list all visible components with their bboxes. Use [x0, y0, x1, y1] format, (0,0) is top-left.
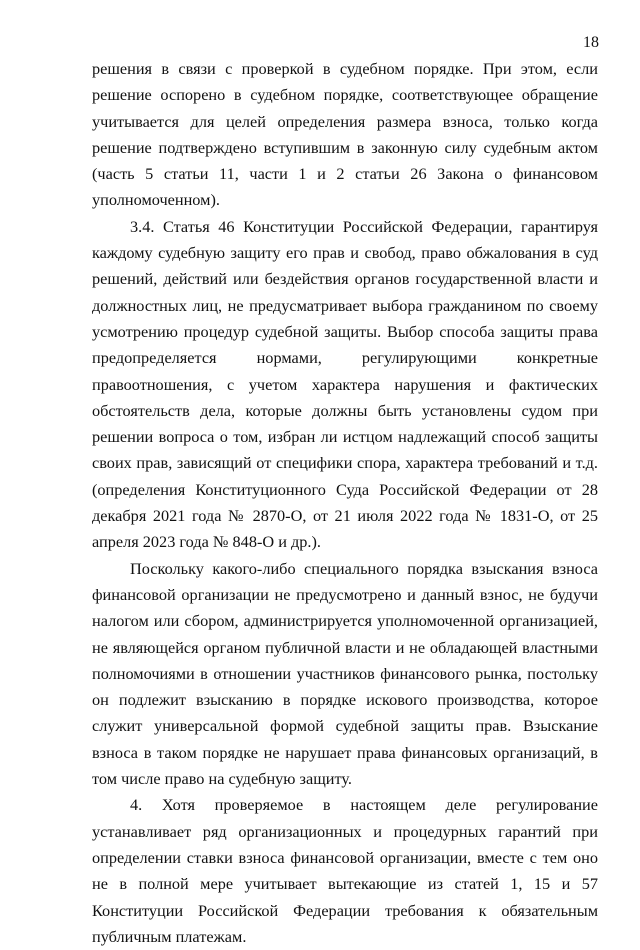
document-body [92, 56, 598, 950]
paragraph-3-4: 3.4. Статья 46 Конституции Российской Федерации, гарантируя каждому судебную защиту его прав и свобод, право обжалования в суд решений, действий или бездействия органов государственной власти и должностных лиц, не предусматривает выбора гражданином по своему усмотрению процедур судебной защиты. Выбор способа защиты права предопределяется нормами, регулирующими конкретные правоотношения, с учетом характера нарушения и фактических обстоятельств дела, которые должны быть установлены судом при решении вопроса о том, избран ли истцом надлежащий способ защиты своих прав, зависящий от специфики спора, характера требований и т.д. (определения Конституционного Суда Российской Федерации от 28 декабря 2021 года № 2870-О, от 21 июля 2022 года № 1831-О, от 25 апреля 2023 года № 848-О и др.). [92, 216, 598, 552]
paragraph-4: 4. Хотя проверяемое в настоящем деле регулирование устанавливает ряд организационных и процедурных гарантий при определении ставки взноса финансовой организации, вместе с тем оно не в полной мере учитывает вытекающие из статей 1, 15 и 57 Конституции Российской Федерации требования к обязательным публичным платежам. [92, 795, 598, 946]
paragraph-fee-collection: Поскольку какого-либо специального порядка взыскания взноса финансовой организации не предусмотрено и данный взнос, не будучи налогом или сбором, администрируется уполномоченной организацией, не являющейся органом публичной власти и не обладающей властными полномочиями в отношении участников финансового рынка, постольку он подлежит взысканию в порядке искового производства, которое служит универсальной формой судебной защиты прав. Взыскание взноса в таком порядке не нарушает права финансовых организаций, в том числе право на судебную защиту. [92, 558, 598, 789]
paragraph-continuation: решения в связи с проверкой в судебном порядке. При этом, если решение оспорено в судебном порядке, соответствующее обращение учитывается для целей определения размера взноса, только когда решение подтверждено вступившим в законную силу судебным актом (часть 5 статьи 11, части 1 и 2 статьи 26 Закона о финансовом уполномоченном). [92, 59, 598, 210]
page-number: 18 [583, 34, 599, 51]
